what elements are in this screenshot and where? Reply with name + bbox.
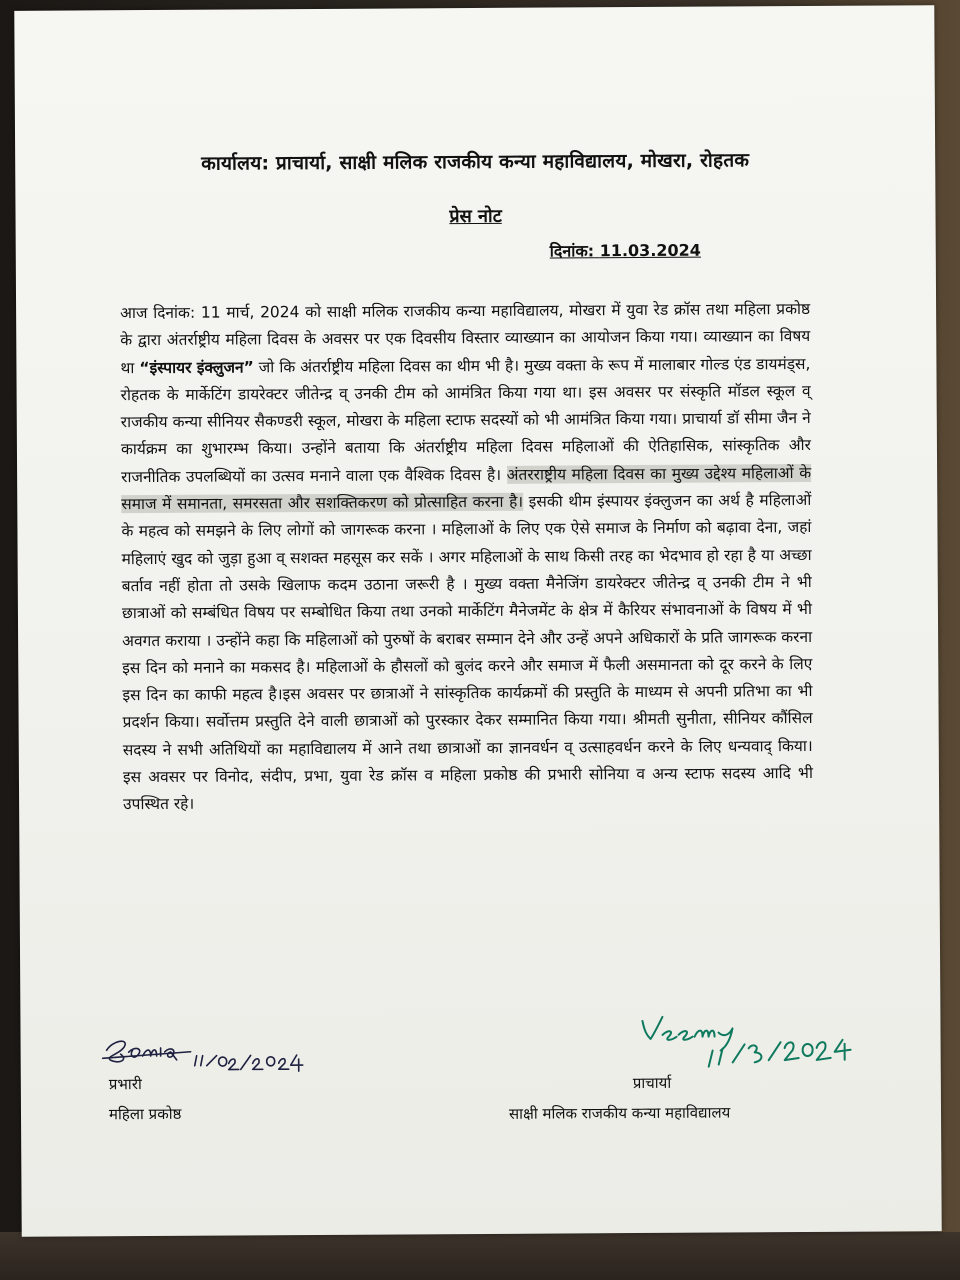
date-label: दिनांक: (549, 241, 595, 261)
principal-title: प्राचार्या (632, 1073, 672, 1093)
date-line (550, 239, 701, 262)
college-name: साक्षी मलिक राजकीय कन्या महाविद्यालय (508, 1103, 731, 1123)
body-paragraph (120, 296, 813, 819)
table-edge (0, 1232, 960, 1280)
highlighted-sentence: अंतरराष्ट्रीय महिला दिवस का मुख्य उद्देश्य महिलाओं के समाज में समानता, समरसता और सशक्तिकरण को प्रोत्साहित करना है। (121, 463, 812, 514)
date-value: 11.03.2024 (599, 240, 701, 261)
document-title: प्रेस नोट (449, 205, 502, 228)
signature-principal (628, 1006, 858, 1073)
incharge-title: प्रभारी (108, 1075, 142, 1094)
press-note-body (120, 296, 813, 819)
theme-name: “इंस्पायर इंक्लुजन” (139, 357, 254, 377)
office-heading: कार्यालय: प्राचार्या, साक्षी मलिक राजकीय कन्या महाविद्यालय, मोखरा, रोहतक (201, 149, 750, 175)
body-part-2: जो कि अंतर्राष्ट्रीय महिला दिवस का थीम भी है। मुख्य वक्ता के रूप में मालाबार गोल्ड एंड डायमंड्स, रोहतक के मार्केटिंग डायरेक्टर जीतेन्द्र व् उनकी टीम को आमंत्रित किया गया था। इस अवसर पर संस्कृति मॉडल स्कूल व् राजकीय कन्या सीनियर सैकण्डरी स्कूल, मोखरा के महिला स्टाफ सदस्यों को भी आमंत्रित किया गया। प्राचार्या डॉ सीमा जैन ने कार्यक्रम का शुभारम्भ किया। उन्होंने बताया कि अंतर्राष्ट्रीय महिला दिवस महिलाओं की ऐतिहासिक, सांस्कृतिक और राजनीतिक उपलब्धियों का उत्सव मनाने वाला एक वैश्विक दिवस है। (120, 354, 811, 486)
incharge-department: महिला प्रकोष्ठ (108, 1104, 182, 1124)
body-part-1: आज दिनांक: 11 मार्च, 2024 को साक्षी मलिक राजकीय कन्या महाविद्यालय, मोखरा में युवा रेड क्रॉस तथा महिला प्रकोष्ठ के द्वारा अंतर्राष्ट्रीय महिला दिवस के अवसर पर एक दिवसीय विस्तार व्याख्यान का आयोजन किया गया। व्याख्यान का विषय था (120, 299, 811, 377)
body-part-3: इसकी थीम इंस्पायर इंक्लुजन का अर्थ है महिलाओं के महत्व को समझने के लिए लोगों को जागरूक करना । महिलाओं के लिए एक ऐसे समाज के निर्माण को बढ़ावा देना, जहां महिलाएं खुद को जुड़ा हुआ व् सशक्त महसूस कर सकें । अगर महिलाओं के साथ किसी तरह का भेदभाव हो रहा है या अच्छा बर्ताव नहीं होता तो उसके खिलाफ कदम उठाना जरूरी है । मुख्य वक्ता मैनेजिंग डायरेक्टर जीतेन्द्र व् उनकी टीम ने भी छात्राओं को सम्बंधित विषय पर सम्बोधित किया तथा उनको मार्केटिंग मैनेजमेंट के क्षेत्र में कैरियर संभावनाओं के विषय में भी अवगत कराया । उन्होंने कहा कि महिलाओं को पुरुषों के बराबर सम्मान देने और उन्हें अपने अधिकारों के प्रति जागरूक करना इस दिन को मनाने का मकसद है। महिलाओं के हौसलों को बुलंद करने और समाज में फैली असमानता को दूर करने के लिए इस दिन का काफी महत्व है।इस अवसर पर छात्राओं ने सांस्कृतिक कार्यक्रमों की प्रस्तुति के माध्यम से अपनी प्रतिभा का भी प्रदर्शन किया। सर्वोत्तम प्रस्तुति देने वाली छात्राओं को पुरस्कार देकर सम्मानित किया गया। श्रीमती सुनीता, सीनियर कौंसिल सदस्य ने सभी अतिथियों का महाविद्यालय में आने तथा छात्राओं का ज्ञानवर्धन व् उत्साहवर्धन करने के लिए धन्यवाद् किया। इस अवसर पर विनोद, संदीप, प्रभा, युवा रेड क्रॉस व महिला प्रकोष्ठ की प्रभारी सोनिया व अन्य स्टाफ सदस्य आदि भी उपस्थित रहे। (121, 491, 813, 814)
press-note-page (14, 5, 941, 1237)
